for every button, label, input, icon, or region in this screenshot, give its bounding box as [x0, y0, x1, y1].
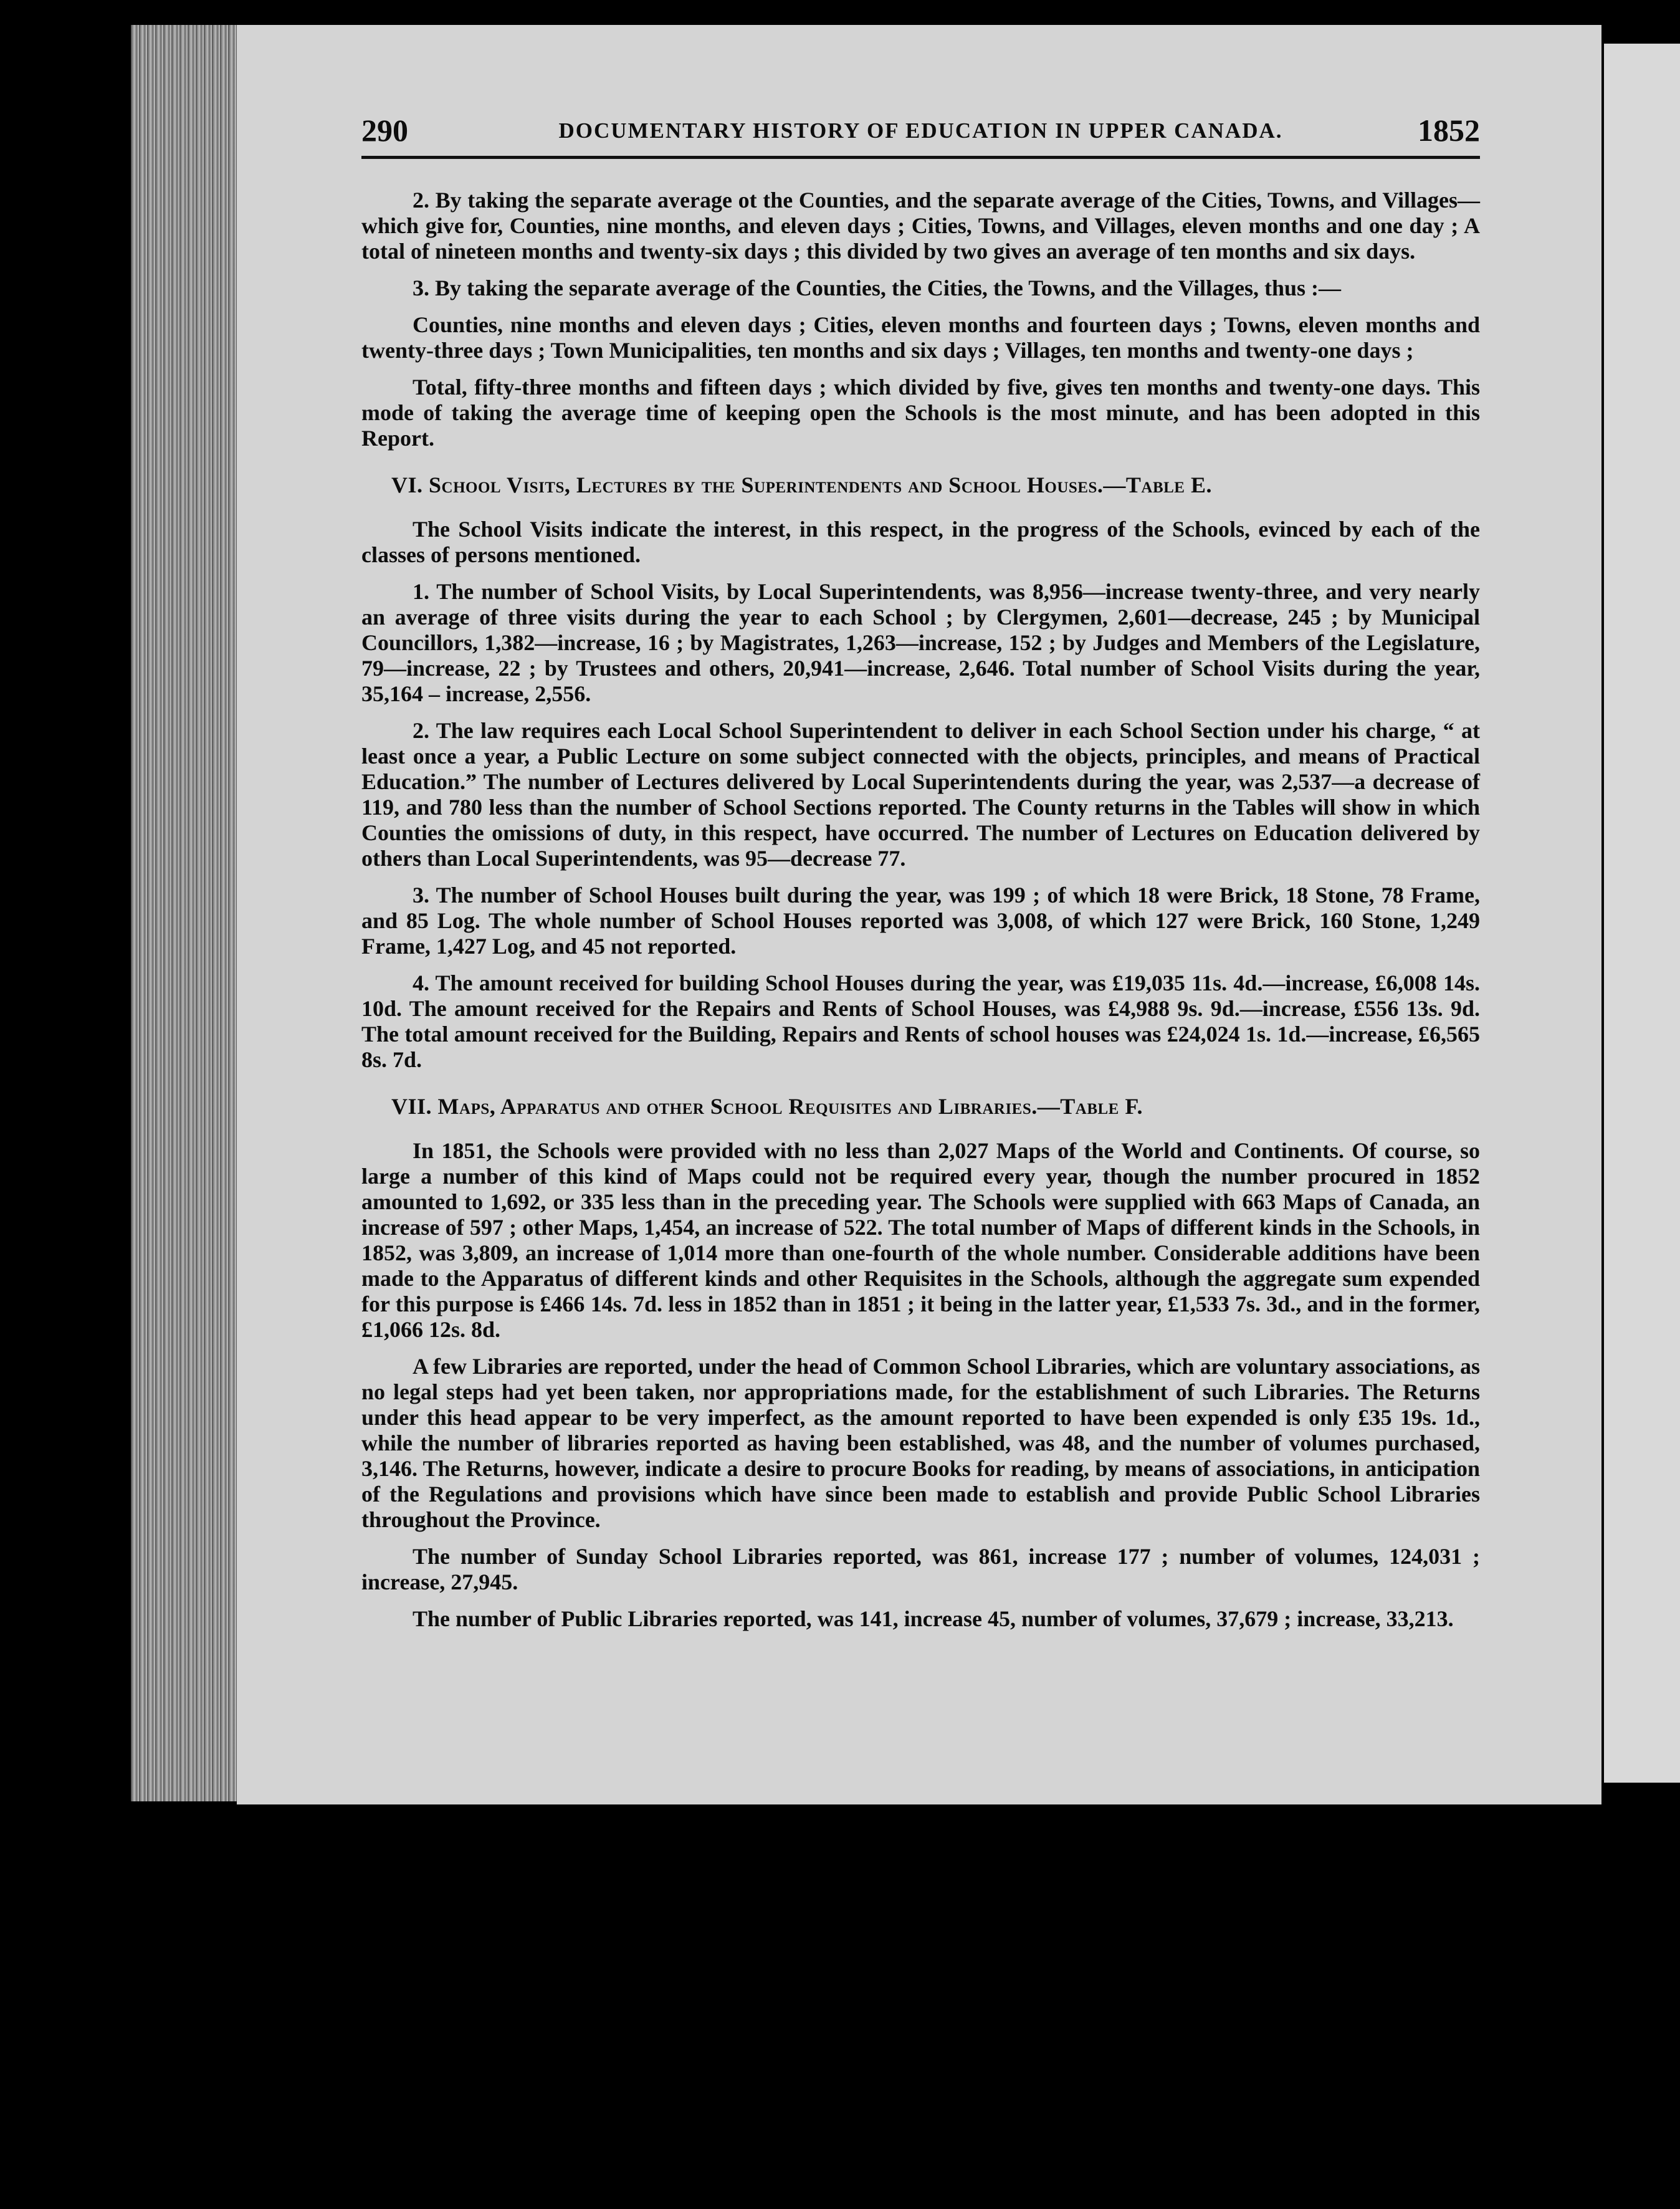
facing-page-edge	[1604, 44, 1680, 1783]
section-table-ref: —Table F.	[1037, 1094, 1143, 1119]
section-title: Maps, Apparatus and other School Requisites and Libraries.	[437, 1094, 1038, 1119]
paragraph: A few Libraries are reported, under the head of Common School Libraries, which are voluntary associations, as no legal steps had yet been taken, nor appropriations made, for the establishment of such Libraries. The Returns under this head appear to be very imperfect, as the amount reported to have been expended is only £35 19s. 1d., while the number of libraries reported as having been established, was 48, and the number of volumes purchased, 3,146. The Returns, however, indicate a desire to procure Books for reading, by means of associations, in anticipation of the Regulations and provisions which have since been made to establish and provide Public School Libraries throughout the Province.	[361, 1354, 1480, 1532]
section-title: School Visits, Lectures by the Superintendents and School Houses.	[429, 472, 1104, 497]
paragraph: The number of Public Libraries reported, was 141, increase 45, number of volumes, 37,679 ; increase, 33,213.	[413, 1606, 1454, 1631]
page-body	[361, 112, 1480, 1643]
running-header	[361, 112, 1480, 159]
paragraph: Counties, nine months and eleven days ; Cities, eleven months and fourteen days ; Towns, eleven months and twenty-three days ; Town Municipalities, ten months and six days ; Villages, ten months and twenty-one days ;	[361, 312, 1480, 363]
paragraph: Total, fifty-three months and fifteen days ; which divided by five, gives ten months and twenty-one days. This mode of taking the average time of keeping open the Schools is the most minute, and has been adopted in this Report.	[361, 375, 1480, 451]
section-heading-vii	[361, 1094, 1480, 1119]
header-year: 1852	[1418, 113, 1480, 148]
paragraph: 2. The law requires each Local School Superintendent to deliver in each School Section under his charge, “ at least once a year, a Public Lecture on some subject connected with the objects, principles, and means of Practical Education.” The number of Lectures delivered by Local Superintendents during the year, was 2,537—a decrease of 119, and 780 less than the number of School Sections reported. The County returns in the Tables will show in which Counties the omissions of duty, in this respect, have occurred. The number of Lectures on Education delivered by others than Local Superintendents, was 95—decrease 77.	[361, 718, 1480, 871]
section-number: VI.	[391, 472, 423, 497]
section-heading-vi	[361, 472, 1480, 498]
paragraph: 4. The amount received for building School Houses during the year, was £19,035 11s. 4d.—increase, £6,008 14s. 10d. The amount received for the Repairs and Rents of School Houses, was £4,988 9s. 9d.—increase, £556 13s. 9d. The total amount received for the Building, Repairs and Rents of school houses was £24,024 1s. 1d.—increase, £6,565 8s. 7d.	[361, 970, 1480, 1072]
paragraph: 1. The number of School Visits, by Local Superintendents, was 8,956—increase twenty-three, and very nearly an average of three visits during the year to each School ; by Clergymen, 2,601—decrease, 245 ; by Municipal Councillors, 1,382—increase, 16 ; by Magistrates, 1,263—increase, 152 ; by Judges and Members of the Legislature, 79—increase, 22 ; by Trustees and others, 20,941—increase, 2,646. Total number of School Visits during the year, 35,164 – increase, 2,556.	[361, 579, 1480, 706]
section-table-ref: —Table E.	[1103, 472, 1212, 497]
paragraph: The School Visits indicate the interest, in this respect, in the progress of the Schools, evinced by each of the classes of persons mentioned.	[361, 517, 1480, 567]
paragraph: 3. By taking the separate average of the Counties, the Cities, the Towns, and the Villages, thus :—	[413, 276, 1342, 300]
paragraph: The number of Sunday School Libraries reported, was 861, increase 177 ; number of volumes, 124,031 ; increase, 27,945.	[361, 1544, 1480, 1594]
paragraph: 2. By taking the separate average ot the Counties, and the separate average of the Cities, Towns, and Villages—which give for, Counties, nine months, and eleven days ; Cities, Towns, and Villages, eleven months and one day ; A total of nineteen months and twenty-six days ; this divided by two gives an average of ten months and six days.	[361, 188, 1480, 264]
page-text	[361, 188, 1480, 1632]
section-number: VII.	[391, 1094, 432, 1119]
paragraph: 3. The number of School Houses built during the year, was 199 ; of which 18 were Brick, 18 Stone, 78 Frame, and 85 Log. The whole number of School Houses reported was 3,008, of which 127 were Brick, 160 Stone, 1,249 Frame, 1,427 Log, and 45 not reported.	[361, 883, 1480, 959]
running-title: DOCUMENTARY HISTORY OF EDUCATION IN UPPER CANADA.	[558, 118, 1283, 143]
book-page	[237, 25, 1601, 1804]
paragraph: In 1851, the Schools were provided with no less than 2,027 Maps of the World and Continents. Of course, so large a number of this kind of Maps could not be required every year, though the number procured in 1852 amounted to 1,692, or 335 less than in the preceding year. The Schools were supplied with 663 Maps of Canada, an increase of 597 ; other Maps, 1,454, an increase of 522. The total number of Maps of different kinds in the Schools, in 1852, was 3,809, an increase of 1,014 more than one-fourth of the whole number. Considerable additions have been made to the Apparatus of different kinds and other Requisites in the Schools, although the aggregate sum expended for this purpose is £466 14s. 7d. less in 1852 than in 1851 ; it being in the latter year, £1,533 7s. 3d., and in the former, £1,066 12s. 8d.	[361, 1138, 1480, 1342]
page-number: 290	[361, 113, 408, 148]
